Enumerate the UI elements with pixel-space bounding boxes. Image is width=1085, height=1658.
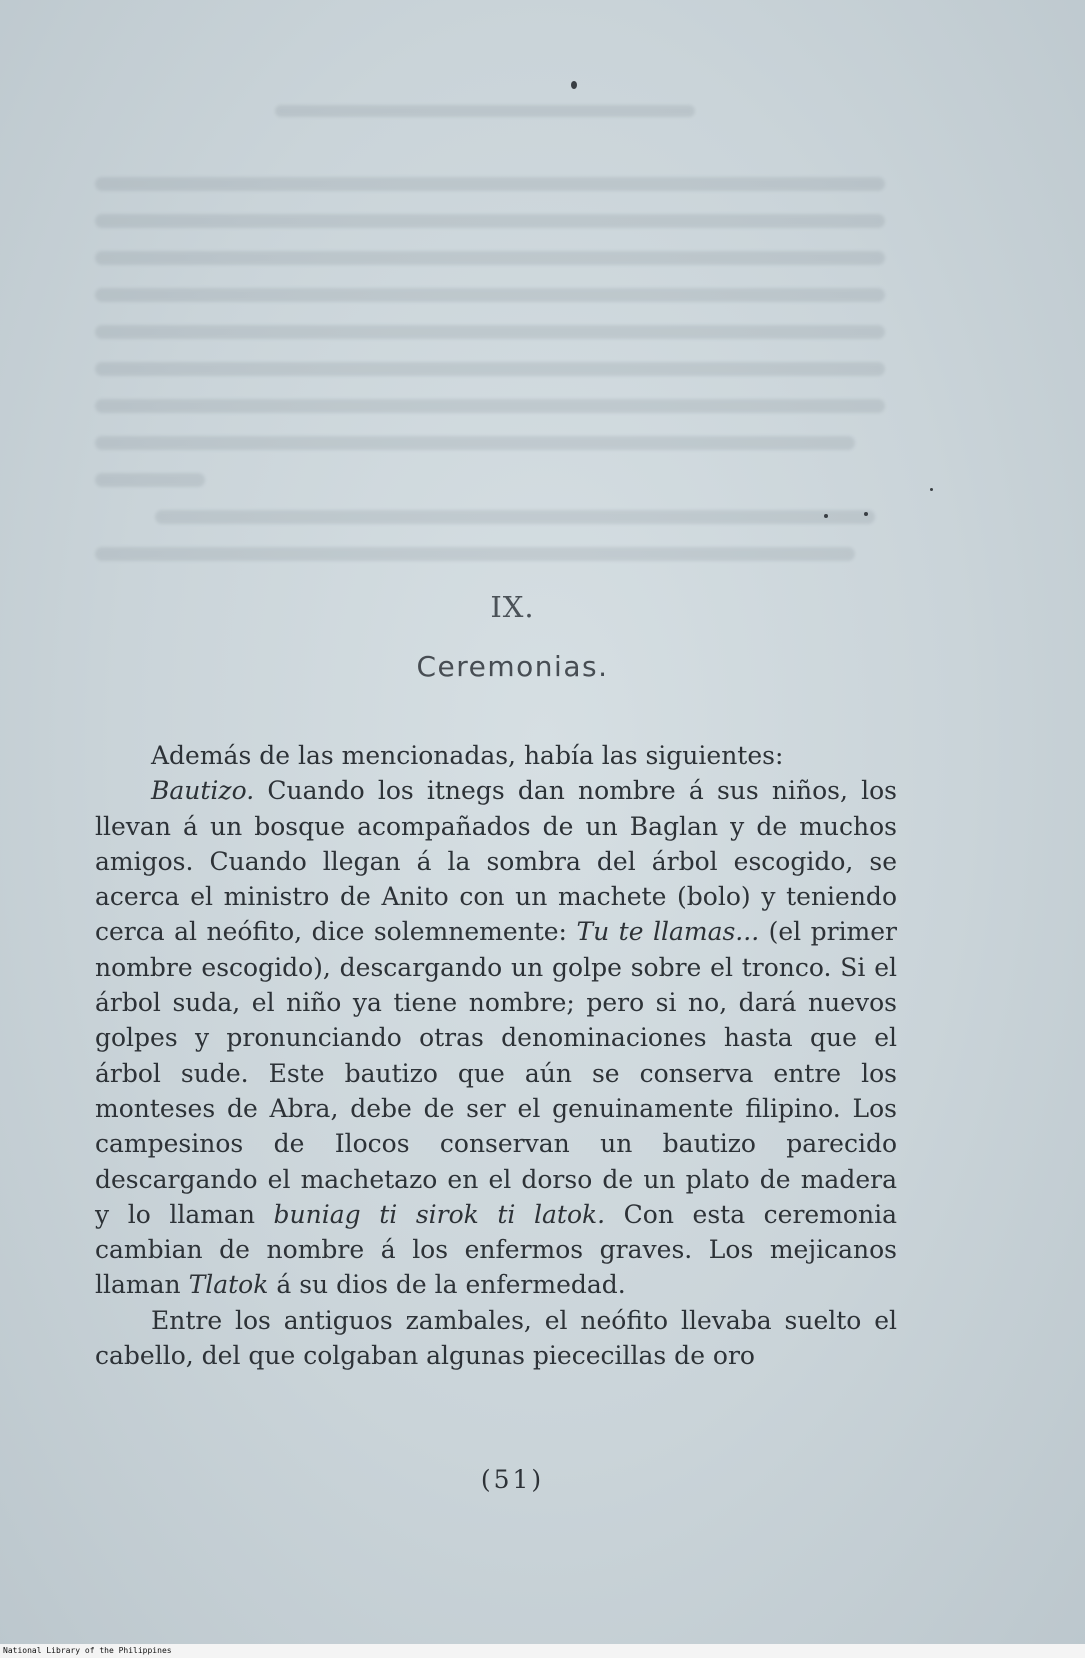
body-text xyxy=(95,738,897,1373)
text-run: Además de las mencionadas, había las siguientes: xyxy=(151,741,784,770)
text-run: Entre los antiguos zambales, el neófito llevaba suelto el cabello, del que colgaban algunas piececillas de oro xyxy=(95,1305,897,1371)
paragraph xyxy=(95,773,897,1302)
italic-text: Tu te llamas... xyxy=(576,917,760,947)
text-run: á su dios de la enfermedad. xyxy=(268,1270,626,1300)
page-number: (51) xyxy=(480,1465,545,1494)
italic-text: buniag ti sirok ti latok. xyxy=(273,1199,606,1229)
ink-speck xyxy=(824,514,828,518)
text-run: Cuando los itnegs dan nombre á sus niños, los llevan á un bosque acompañados de un Baglan y de muchos amigos. Cuando llegan á la sombra del árbol escogido, se acerca el ministro de Anito con un machete (bolo) y teniendo cerca al neófito, dice solemnemente: xyxy=(95,776,897,947)
ink-speck xyxy=(864,512,868,516)
ink-speck xyxy=(571,81,577,89)
footer-credit: National Library of the Philippines xyxy=(2,1645,175,1656)
italic-text: Bautizo. xyxy=(151,776,255,806)
paragraph xyxy=(95,1303,897,1374)
chapter-number: IX. xyxy=(490,590,535,624)
paragraph xyxy=(95,738,897,773)
text-run: Con esta ceremonia cambian de nombre á los enfermos graves. Los mejicanos llaman xyxy=(95,1199,897,1300)
chapter-title: Ceremonias. xyxy=(416,650,609,683)
text-run: (el primer nombre escogido), descargando un golpe sobre el tronco. Si el árbol suda, el niño ya tiene nombre; pero si no, dará nuevos golpes y pronunciando otras denominaciones hasta que el árbol sude. Este bautizo que aún se conserva entre los monteses de Abra, debe de ser el genuinamente filipino. Los campesinos de Ilocos conservan un bautizo parecido descargando el machetazo en el dorso de un plato de madera y lo llaman xyxy=(95,917,898,1229)
italic-text: Tlatok xyxy=(188,1270,269,1300)
bleed-through-text xyxy=(95,105,895,605)
ink-speck xyxy=(930,488,933,491)
